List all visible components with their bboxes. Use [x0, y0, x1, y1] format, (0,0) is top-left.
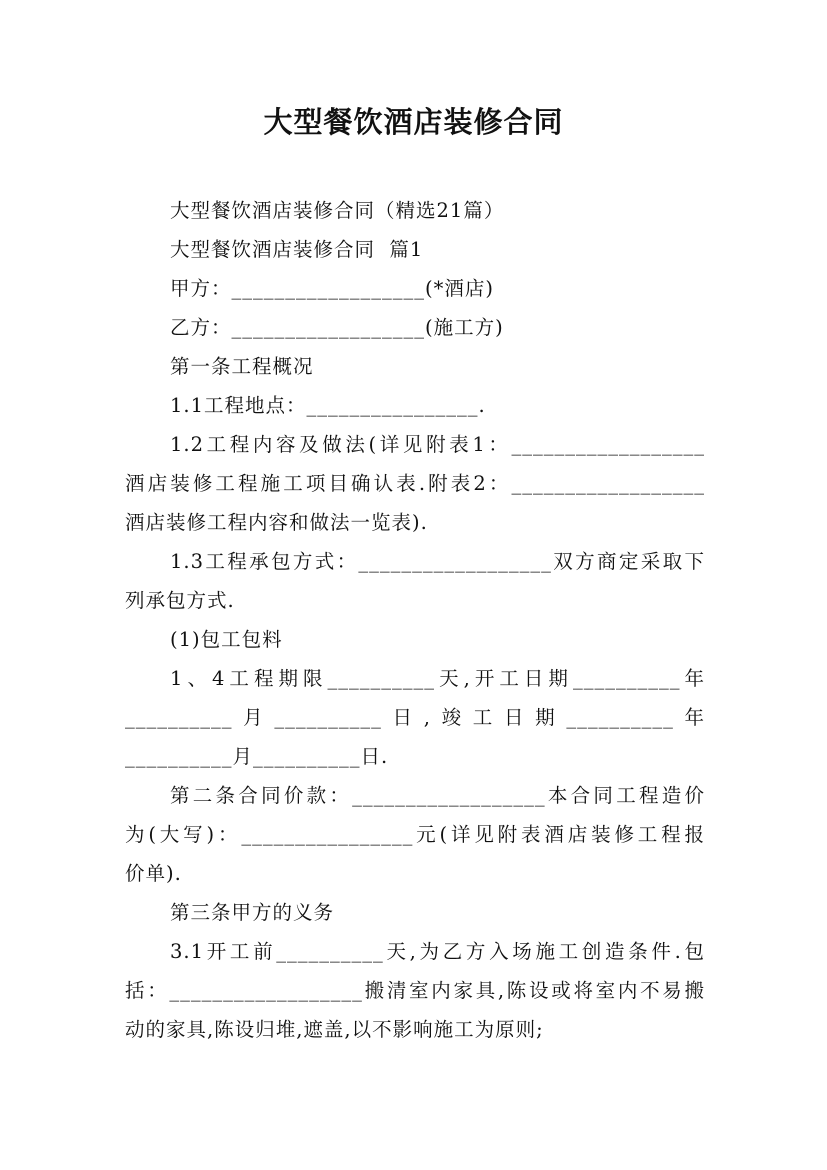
paragraph-line: 3.1开工前__________天,为乙方入场施工创造条件.包 [170, 940, 705, 963]
paragraph-line: 1.2工程内容及做法(详见附表1：__________________ [170, 433, 705, 456]
paragraph-line: 大型餐饮酒店装修合同（精选21篇） [170, 199, 505, 222]
paragraph-line: 1.3工程承包方式：__________________双方商定采取下 [170, 550, 705, 573]
paragraph-line: 列承包方式. [125, 589, 235, 612]
paragraph-line: 为(大写)：________________元(详见附表酒店装修工程报 [125, 823, 705, 846]
paragraph-line: 第一条工程概况 [170, 355, 314, 378]
paragraph-line: 括：__________________搬清室内家具,陈设或将室内不易搬 [125, 979, 705, 1002]
paragraph-line: (1)包工包料 [170, 628, 283, 651]
paragraph-line: __________月__________日,竣工日期__________年 [125, 706, 705, 729]
paragraph-line: 第三条甲方的义务 [170, 901, 335, 924]
paragraph-line: 大型餐饮酒店装修合同 篇1 [170, 238, 424, 261]
paragraph-line: 1、4工程期限__________天,开工日期__________年 [170, 667, 705, 690]
paragraph-line: 价单). [125, 862, 182, 885]
paragraph-line: 乙方：__________________(施工方) [170, 316, 504, 339]
paragraph-line: __________月__________日. [125, 745, 389, 768]
paragraph-line: 酒店装修工程施工项目确认表.附表2：__________________ [125, 472, 705, 495]
paragraph-line: 酒店装修工程内容和做法一览表). [125, 511, 428, 534]
document-title: 大型餐饮酒店装修合同 [263, 105, 564, 139]
paragraph-line: 第二条合同价款：__________________本合同工程造价 [170, 784, 705, 807]
paragraph-line: 1.1工程地点：________________. [170, 394, 486, 417]
paragraph-line: 动的家具,陈设归堆,遮盖,以不影响施工为原则; [125, 1018, 544, 1041]
paragraph-line: 甲方：__________________(*酒店) [170, 277, 494, 300]
